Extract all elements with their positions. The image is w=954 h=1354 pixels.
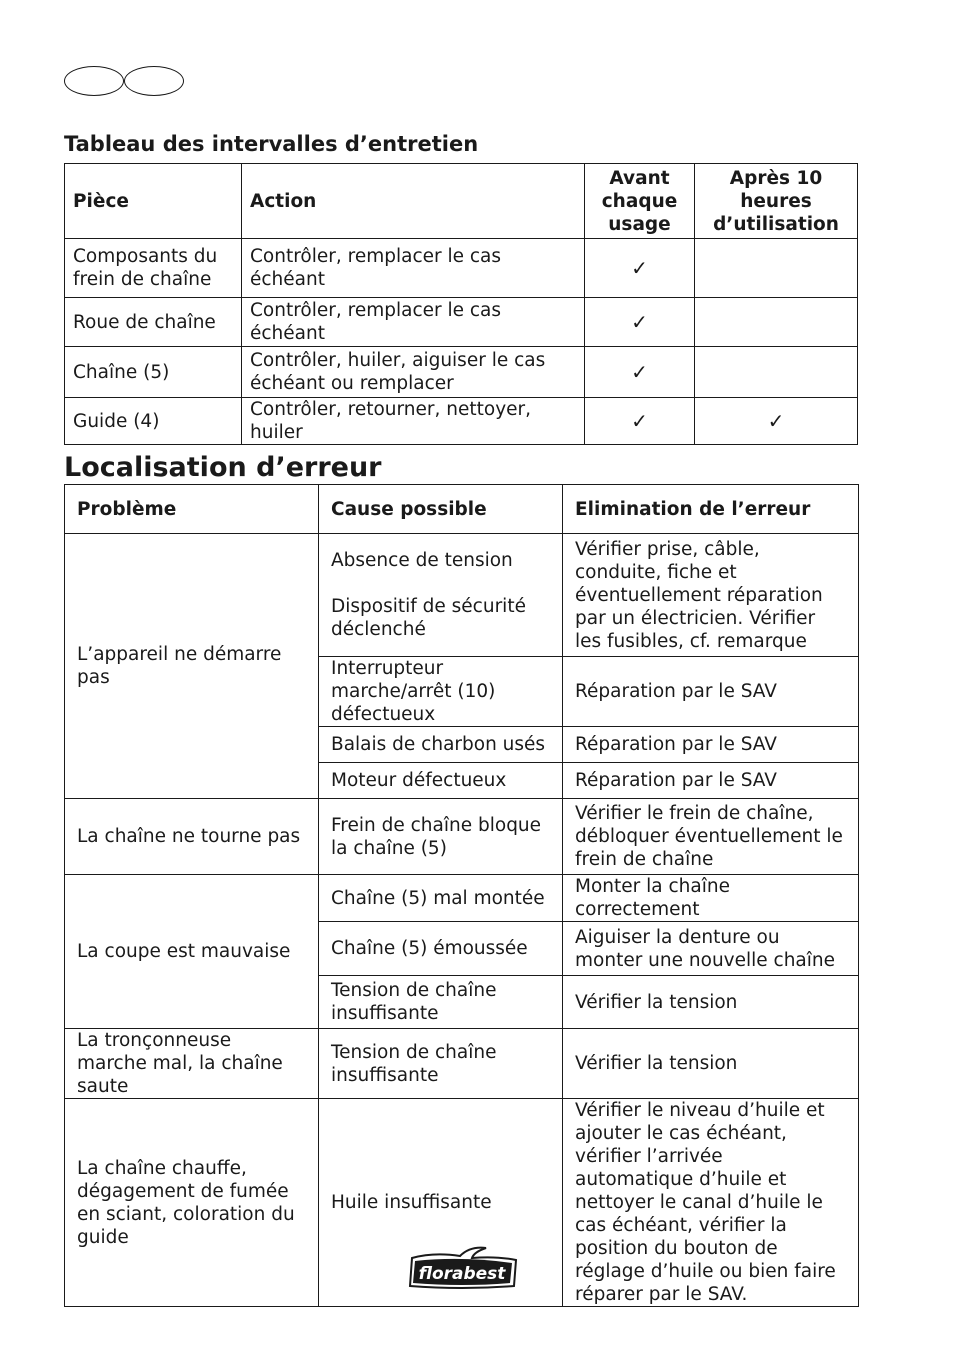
check-icon: ✓ — [585, 239, 695, 298]
cause-text: Dispositif de sécurité déclenché — [331, 596, 526, 640]
remedy-cell: Réparation par le SAV — [563, 727, 859, 763]
remedy-cell: Vérifier la tension — [563, 1029, 859, 1099]
check-icon: ✓ — [585, 298, 695, 347]
part-cell: Guide (4) — [65, 398, 242, 445]
remedy-cell: Vérifier prise, câble, conduite, fiche et éventuellement réparation par un électricien. Vérifier les fusibles, cf. remarque — [563, 534, 859, 657]
header-remedy: Elimination de l’erreur — [563, 485, 859, 534]
header-part: Pièce — [65, 164, 242, 239]
remedy-cell: Aiguiser la denture ou monter une nouvelle chaîne — [563, 922, 859, 976]
table-row — [65, 534, 859, 657]
action-cell: Contrôler, remplacer le cas échéant — [242, 298, 585, 347]
cause-cell — [319, 534, 563, 657]
part-cell: Composants du frein de chaîne — [65, 239, 242, 298]
cause-text: Absence de tension — [331, 550, 513, 571]
brand-name: florabest — [418, 1264, 506, 1284]
table-header-row — [65, 164, 858, 239]
part-cell: Chaîne (5) — [65, 347, 242, 398]
maintenance-table — [64, 163, 858, 445]
action-cell: Contrôler, huiler, aiguiser le cas échéant ou remplacer — [242, 347, 585, 398]
problem-cell: La tronçonneuse marche mal, la chaîne saute — [65, 1029, 319, 1099]
table-row — [65, 239, 858, 298]
cause-cell: Tension de chaîne insuffisante — [319, 976, 563, 1029]
after10-cell — [695, 347, 858, 398]
cause-cell: Moteur défectueux — [319, 763, 563, 799]
problem-cell: La chaîne ne tourne pas — [65, 799, 319, 875]
table-row — [65, 875, 859, 922]
cause-cell: Interrupteur marche/arrêt (10) défectueux — [319, 657, 563, 727]
after10-cell — [695, 239, 858, 298]
language-oval-right — [124, 66, 184, 96]
table-row — [65, 398, 858, 445]
problem-cell: L’appareil ne démarre pas — [65, 534, 319, 799]
language-indicator — [64, 66, 184, 98]
cause-cell: Chaîne (5) émoussée — [319, 922, 563, 976]
remedy-cell: Vérifier la tension — [563, 976, 859, 1029]
cause-cell: Chaîne (5) mal montée — [319, 875, 563, 922]
brand-logo — [404, 1246, 520, 1290]
troubleshooting-title: Localisation d’erreur — [64, 452, 382, 483]
remedy-cell: Réparation par le SAV — [563, 763, 859, 799]
problem-cell: La coupe est mauvaise — [65, 875, 319, 1029]
cause-cell: Tension de chaîne insuffisante — [319, 1029, 563, 1099]
action-cell: Contrôler, retourner, nettoyer, huiler — [242, 398, 585, 445]
header-before-use: Avant chaque usage — [585, 164, 695, 239]
troubleshooting-table — [64, 484, 859, 1307]
remedy-cell: Monter la chaîne correctement — [563, 875, 859, 922]
header-after-10h: Après 10 heures d’utilisation — [695, 164, 858, 239]
table-row — [65, 1029, 859, 1099]
header-problem: Problème — [65, 485, 319, 534]
header-cause: Cause possible — [319, 485, 563, 534]
florabest-logo — [404, 1246, 520, 1290]
problem-cell: La chaîne chauffe, dégagement de fumée en sciant, coloration du guide — [65, 1099, 319, 1307]
remedy-cell: Vérifier le frein de chaîne, débloquer éventuellement le frein de chaîne — [563, 799, 859, 875]
cause-cell: Balais de charbon usés — [319, 727, 563, 763]
table-row — [65, 347, 858, 398]
check-icon: ✓ — [585, 398, 695, 445]
cause-cell: Huile insuffisante — [319, 1099, 563, 1307]
table-row — [65, 298, 858, 347]
after10-cell — [695, 298, 858, 347]
header-action: Action — [242, 164, 585, 239]
remedy-cell: Réparation par le SAV — [563, 657, 859, 727]
table-header-row — [65, 485, 859, 534]
cause-cell: Frein de chaîne bloque la chaîne (5) — [319, 799, 563, 875]
check-icon: ✓ — [585, 347, 695, 398]
table-row — [65, 799, 859, 875]
check-icon: ✓ — [695, 398, 858, 445]
remedy-cell: Vérifier le niveau d’huile et ajouter le cas échéant, vérifier l’arrivée automatique d’huile et nettoyer le canal d’huile le cas échéant, vérifier la position du bouton de réglage d’huile ou bien faire réparer par le SAV. — [563, 1099, 859, 1307]
action-cell: Contrôler, remplacer le cas échéant — [242, 239, 585, 298]
language-oval-left — [64, 66, 124, 96]
maintenance-title: Tableau des intervalles d’entretien — [64, 132, 479, 156]
part-cell: Roue de chaîne — [65, 298, 242, 347]
